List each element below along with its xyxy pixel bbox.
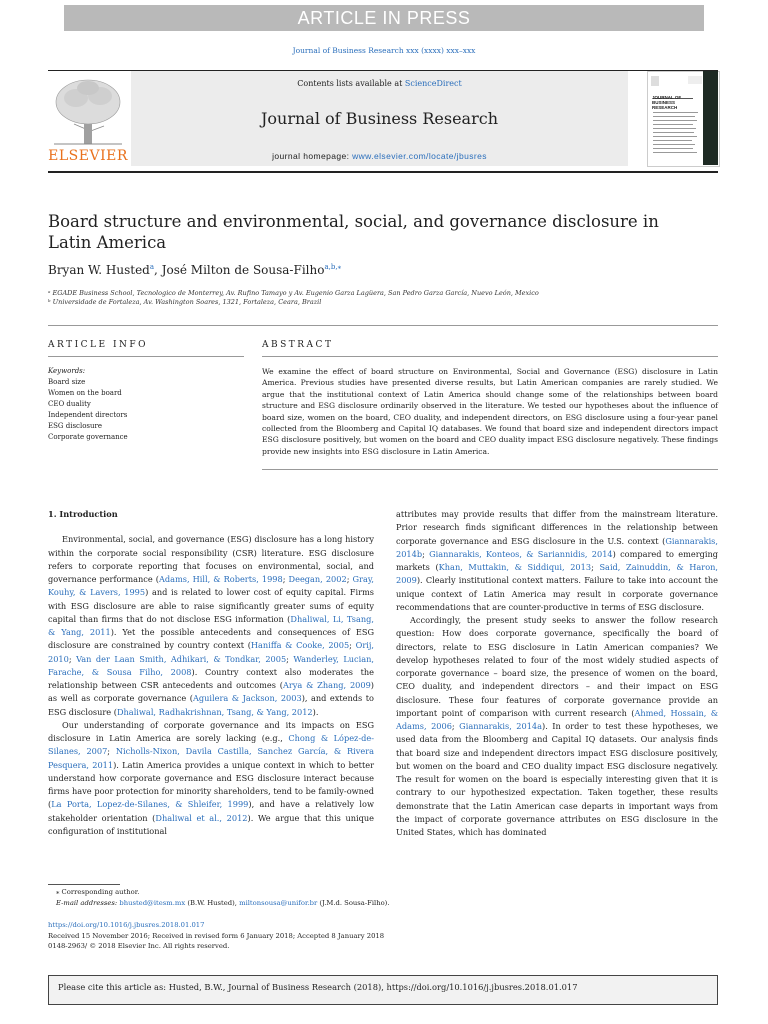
author1-affiliation-mark[interactable]: a: [149, 263, 155, 271]
keyword-item: ESG disclosure: [48, 422, 102, 430]
text-run: ). Clearly institutional context matters. Failure to take into account the unique context of Latin America may result in corporate governance recommendations that are counter-productive in terms of ESG disclosure.: [396, 575, 718, 612]
citation-link[interactable]: Deegan, 2002: [288, 574, 347, 584]
citation-link[interactable]: Adams, Hill, & Roberts, 1998: [158, 574, 283, 584]
citation-link[interactable]: Dhaliwal, Li, Tsang, & Yang, 2011: [48, 613, 374, 637]
introduction-heading: 1. Introduction: [48, 509, 118, 519]
citation-link[interactable]: Said, Zainuddin, & Haron, 2009: [396, 562, 718, 586]
citation-link[interactable]: Haniffa & Cooke, 2005: [250, 640, 350, 651]
text-run: ). Yet the possible antecedents and consequences of ESG disclosure are constrained by country context (: [48, 627, 374, 651]
text-run: ) as well as corporate governance (: [48, 680, 374, 704]
article-info-heading: ARTICLE INFO: [48, 340, 149, 350]
article-title: Board structure and environmental, social, and governance disclosure in Latin America: [48, 212, 659, 252]
elsevier-wordmark: ELSEVIER: [48, 148, 128, 164]
email-link-sousa[interactable]: miltonsousa@unifor.br: [239, 899, 318, 907]
citation-link[interactable]: Giannarakis, Konteos, & Sariannidis, 2014: [429, 548, 613, 559]
article-info-rule: [48, 356, 244, 357]
issn-copyright: 0148-2963/ © 2018 Elsevier Inc. All rights reserved.: [48, 942, 230, 950]
text-run: ;: [451, 721, 460, 731]
abstract-text: We examine the effect of board structure on Environmental, Social and Governance (ESG) disclosure in Latin America. Previous studies have presented diverse results, but Latin American companies are rarely studied. We argue that the institutional context of Latin America should change some of the relationships between board structure and ESG disclosure ordinarily observed in the literature. We tested our hypotheses about the influence of board size, women on the board, CEO duality, and independent directors, on ESG disclosure using a four-year panel collected from the Bloomberg and Capital IQ databases. We found that board size and independent directors impact ESG disclosure positively, but women on the board and CEO duality impact ESG disclosure negatively. These findings provide new insights into ESG disclosure in Latin America.: [262, 367, 718, 456]
text-run: ;: [282, 574, 289, 584]
text-run: ) compared to emerging markets (: [396, 548, 718, 572]
article-in-press-banner: ARTICLE IN PRESS: [64, 5, 704, 31]
text-run: ), and have a relatively low stakeholder orientation (: [48, 799, 374, 823]
citation-link[interactable]: Giannarakis, 2014b: [396, 535, 718, 559]
citation-link[interactable]: Van der Laan Smith, Adhikari, & Tondkar, 2005: [76, 653, 287, 664]
journal-title: Journal of Business Research: [260, 109, 498, 128]
keyword-item: CEO duality: [48, 400, 91, 408]
citation-link[interactable]: Giannarakis, 2014a: [459, 721, 543, 731]
citation-link[interactable]: Nicholls-Nixon, Davila Castilla, Sanchez García, & Rivera Pesquera, 2011: [48, 746, 374, 770]
header-bottom-rule: [48, 171, 718, 173]
affiliation-b: ᵇ Universidade de Fortaleza, Av. Washington Soares, 1321, Fortaleza, Ceara, Brazil: [48, 298, 322, 306]
text-run: attributes may provide results that differ from the mainstream literature. Prior research finds significant differences in the relationship between corporate governance and ESG disclosure in the U.S. context (: [396, 509, 718, 546]
text-run: Accordingly, the present study seeks to answer the follow research question: How does corporate governance, specifically the board of directors, relate to ESG disclosure in Latin American companies? We develop hypotheses related to four of the most widely studied aspects of corporate governance – board size, the presence of women on the board, CEO duality, and independent directors – and their impact on ESG disclosure. These four features of corporate governance provide an important point of comparison with current research (: [396, 615, 718, 718]
contents-available: [131, 79, 628, 88]
paragraph: [396, 508, 718, 614]
author-husted[interactable]: Bryan W. Husted: [48, 263, 150, 277]
keywords-list: [48, 366, 128, 443]
homepage-prefix: journal homepage:: [272, 151, 353, 161]
text-run: ) and is related to lower cost of equity capital. Firms with ESG disclosure are able to raise significantly greater sums of equity capital than firms that do not disclose ESG information (: [48, 587, 374, 624]
homepage-link[interactable]: www.elsevier.com/locate/jbusres: [352, 151, 487, 161]
text-run: ;: [286, 653, 294, 664]
body-column-right: [396, 508, 718, 839]
sciencedirect-link[interactable]: ScienceDirect: [404, 79, 462, 88]
citation-link[interactable]: Arya & Zhang, 2009: [282, 680, 371, 690]
abstract-rule: [262, 356, 718, 357]
citation-link[interactable]: Orij, 2010: [48, 640, 374, 664]
text-run: ;: [349, 640, 356, 651]
text-run: ;: [591, 562, 600, 572]
paragraph: [396, 614, 718, 839]
text-run: ).: [312, 706, 319, 717]
keyword-item: Board size: [48, 378, 86, 386]
keyword-item: Women on the board: [48, 389, 122, 397]
section-divider: [48, 325, 718, 326]
text-run: ). We argue that this unique configuration of institutional: [48, 812, 375, 836]
author-list: Bryan W. Husted$^a$, José Milton de Sousa-Filho$^{a,b,⁎}$: [48, 263, 342, 277]
contents-prefix: Contents lists available at: [297, 79, 405, 88]
citation-link[interactable]: Dhaliwal, Radhakrishnan, Tsang, & Yang, 2012: [116, 706, 313, 717]
keywords-label: Keywords:: [48, 367, 86, 375]
text-run: ;: [68, 653, 77, 664]
paragraph: [48, 719, 374, 838]
text-run: ). Country context also moderates the relationship between CSR antecedents and outcomes (: [48, 666, 374, 690]
citation-link[interactable]: Dhaliwal et al., 2012: [155, 812, 248, 823]
citation-link[interactable]: Gray, Kouhy, & Lavers, 1995: [48, 574, 374, 598]
abstract-bottom-rule: [262, 469, 718, 470]
abstract-heading: ABSTRACT: [262, 340, 334, 350]
journal-homepage: [131, 151, 628, 161]
email-addresses: [56, 899, 390, 907]
author2-affiliation-mark[interactable]: a,b,⁎: [324, 263, 342, 271]
text-run: ), and extends to ESG disclosure (: [48, 693, 374, 717]
email-link-husted[interactable]: bhusted@itesm.mx: [119, 899, 186, 907]
author-sousa-filho[interactable]: José Milton de Sousa-Filho: [161, 263, 325, 277]
received-dates: Received 15 November 2016; Received in revised form 6 January 2018; Accepted 8 January 2018: [48, 932, 385, 940]
citation-text: Please cite this article as: Husted, B.W., Journal of Business Research (2018), https://doi.org/10.1016/j.jbusres.2018.01.017: [58, 982, 578, 992]
email1-owner: (B.W. Husted),: [185, 899, 240, 907]
text-run: ). Latin America provides a unique context in which to better understand how corporate governance and ESG disclosure interact because firms have poor protection for minority shareholders, tend to be family-owned (: [48, 759, 374, 810]
cover-spine: [703, 71, 718, 165]
keyword-item: Corporate governance: [48, 433, 128, 441]
citation-link[interactable]: Aguilera & Jackson, 2003: [192, 693, 302, 704]
keyword-item: Independent directors: [48, 411, 128, 419]
text-run: Our understanding of corporate governance and its impacts on ESG disclosure in Latin America are sorely lacking (e.g.,: [48, 719, 374, 743]
text-run: ;: [422, 548, 430, 559]
affiliation-a: ᵃ EGADE Business School, Tecnologico de Monterrey, Av. Rufino Tamayo y Av. Eugenio Garza Lagüera, San Pedro Garza García, Nuevo León, Mexico: [48, 289, 539, 297]
cover-journal-name: JOURNAL OF BUSINESS RESEARCH: [652, 95, 682, 110]
citation-link[interactable]: Wanderley, Lucian, Farache, & Sousa Filho, 2008: [48, 653, 374, 677]
text-run: ;: [107, 746, 116, 757]
footnote-rule: [48, 884, 120, 885]
doi-link[interactable]: https://doi.org/10.1016/j.jbusres.2018.01.017: [48, 921, 205, 929]
citation-link[interactable]: Chong & López-de-Silanes, 2007: [48, 733, 374, 757]
journal-citation-line[interactable]: Journal of Business Research xxx (xxxx) xxx–xxx: [292, 46, 476, 55]
text-run: ). In order to test these hypotheses, we used data from the Bloomberg and Capital IQ datasets. Our analysis finds that board size and independent directors impact ESG disclosure positively, but women on the board and CEO duality impact ESG disclosure negatively. The result for women on the board is especially interesting given that it is contrary to our hypothesized expectation. Taken together, these results demonstrate that the Latin American case departs in important ways from the impact of corporate governance attributes on ESG disclosure in the United States, which has dominated: [396, 721, 718, 837]
body-column-left: [48, 508, 374, 838]
citation-link[interactable]: La Porta, Lopez-de-Silanes, & Shleifer, 1999: [51, 799, 249, 810]
text-run: ;: [346, 574, 353, 584]
email-label: E-mail addresses:: [56, 899, 120, 907]
email2-owner: (J.M.d. Sousa-Filho).: [317, 899, 390, 907]
citation-link[interactable]: Khan, Muttakin, & Siddiqui, 2013: [438, 562, 592, 572]
paragraph: [48, 533, 374, 719]
citation-link[interactable]: Ahmed, Hossain, & Adams, 2006: [396, 707, 718, 731]
text-run: Environmental, social, and governance (ESG) disclosure has a long history within the corporate social responsibility (CSR) literature. ESG disclosure refers to corporate reporting that focuses on environmental, social, and governance performance (: [48, 534, 374, 584]
corresponding-author-note: ⁎ Corresponding author.: [56, 888, 140, 896]
